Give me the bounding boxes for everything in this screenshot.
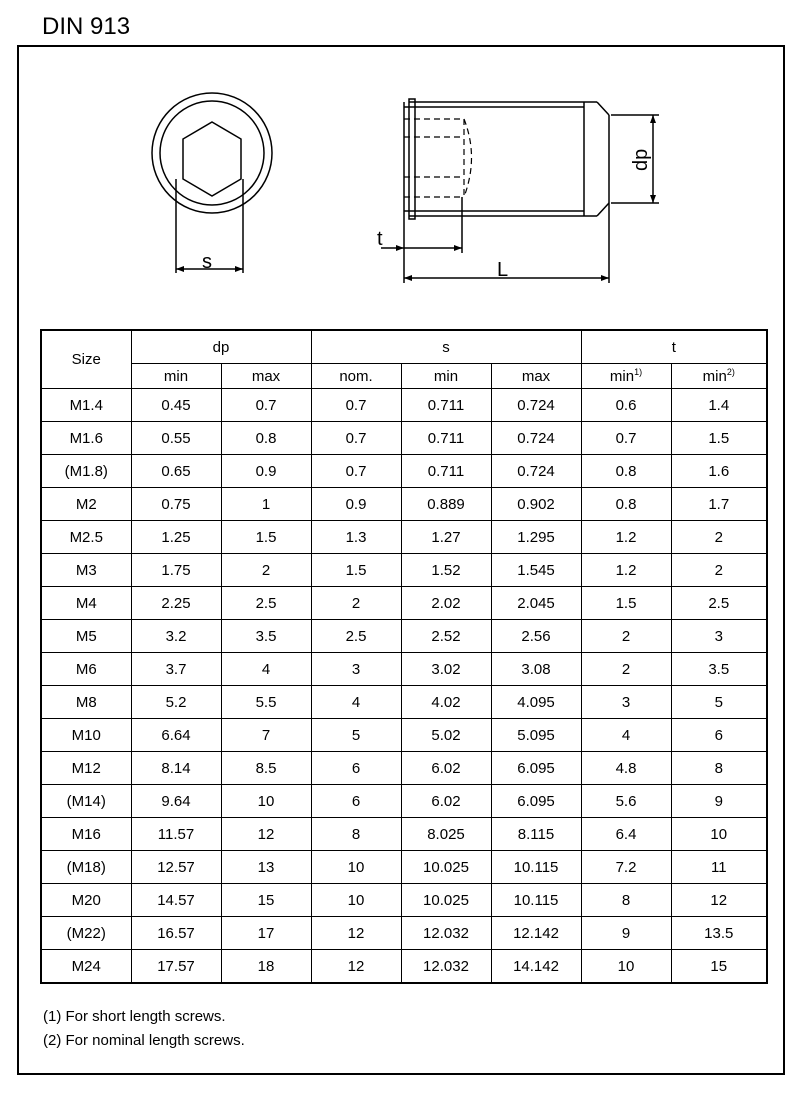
table-body <box>41 389 767 984</box>
value-cell: 0.902 <box>491 488 581 521</box>
value-cell: 0.7 <box>311 455 401 488</box>
footnote-2: (2) For nominal length screws. <box>43 1032 245 1049</box>
value-cell: 0.7 <box>221 389 311 422</box>
hex-socket <box>183 122 241 196</box>
value-cell: 0.8 <box>581 488 671 521</box>
value-cell: 3.7 <box>131 653 221 686</box>
value-cell: 0.8 <box>221 422 311 455</box>
table-row <box>41 620 767 653</box>
value-cell: 4.02 <box>401 686 491 719</box>
size-cell: M8 <box>41 686 131 719</box>
size-cell: M12 <box>41 752 131 785</box>
value-cell: 0.724 <box>491 455 581 488</box>
table-row <box>41 521 767 554</box>
value-cell: 8 <box>581 884 671 917</box>
value-cell: 3.08 <box>491 653 581 686</box>
value-cell: 12 <box>221 818 311 851</box>
value-cell: 2 <box>671 521 767 554</box>
value-cell: 0.65 <box>131 455 221 488</box>
table-row <box>41 554 767 587</box>
page-title: DIN 913 <box>42 13 131 40</box>
value-cell: 4.095 <box>491 686 581 719</box>
value-cell: 6 <box>311 752 401 785</box>
value-cell: 9 <box>581 917 671 950</box>
value-cell: 9 <box>671 785 767 818</box>
value-cell: 16.57 <box>131 917 221 950</box>
value-cell: 1.5 <box>311 554 401 587</box>
value-cell: 0.724 <box>491 422 581 455</box>
value-cell: 1.5 <box>581 587 671 620</box>
header-t-min-2 <box>671 364 767 389</box>
value-cell: 14.57 <box>131 884 221 917</box>
value-cell: 6.64 <box>131 719 221 752</box>
value-cell: 3 <box>311 653 401 686</box>
header-s-nom: nom. <box>311 364 401 389</box>
size-cell: M2 <box>41 488 131 521</box>
value-cell: 0.711 <box>401 455 491 488</box>
size-cell: M1.4 <box>41 389 131 422</box>
value-cell: 6.095 <box>491 785 581 818</box>
value-cell: 1.5 <box>671 422 767 455</box>
size-cell: (M18) <box>41 851 131 884</box>
value-cell: 1.7 <box>671 488 767 521</box>
end-view-outer-circle <box>152 93 272 213</box>
value-cell: 0.75 <box>131 488 221 521</box>
value-cell: 0.7 <box>311 422 401 455</box>
value-cell: 8 <box>311 818 401 851</box>
value-cell: 1.295 <box>491 521 581 554</box>
header-s-min: min <box>401 364 491 389</box>
value-cell: 0.45 <box>131 389 221 422</box>
value-cell: 8.5 <box>221 752 311 785</box>
value-cell: 7.2 <box>581 851 671 884</box>
value-cell: 8.025 <box>401 818 491 851</box>
value-cell: 4 <box>581 719 671 752</box>
size-cell: (M22) <box>41 917 131 950</box>
value-cell: 2 <box>581 620 671 653</box>
value-cell: 12 <box>671 884 767 917</box>
size-cell: M5 <box>41 620 131 653</box>
table-row <box>41 719 767 752</box>
value-cell: 1.27 <box>401 521 491 554</box>
value-cell: 0.711 <box>401 422 491 455</box>
value-cell: 6.02 <box>401 785 491 818</box>
value-cell: 12.032 <box>401 950 491 984</box>
value-cell: 8.14 <box>131 752 221 785</box>
value-cell: 11.57 <box>131 818 221 851</box>
value-cell: 10 <box>221 785 311 818</box>
value-cell: 2.56 <box>491 620 581 653</box>
value-cell: 13.5 <box>671 917 767 950</box>
value-cell: 1.25 <box>131 521 221 554</box>
value-cell: 1.2 <box>581 554 671 587</box>
size-cell: M20 <box>41 884 131 917</box>
header-s: s <box>311 330 581 364</box>
value-cell: 5.2 <box>131 686 221 719</box>
table-row <box>41 950 767 984</box>
value-cell: 2.52 <box>401 620 491 653</box>
header-t-min-1-label: min <box>609 367 635 385</box>
size-cell: (M14) <box>41 785 131 818</box>
header-dp-min: min <box>131 364 221 389</box>
value-cell: 1.545 <box>491 554 581 587</box>
value-cell: 6 <box>311 785 401 818</box>
table-row <box>41 818 767 851</box>
value-cell: 1.5 <box>221 521 311 554</box>
value-cell: 1.75 <box>131 554 221 587</box>
value-cell: 6.02 <box>401 752 491 785</box>
value-cell: 15 <box>221 884 311 917</box>
value-cell: 3 <box>671 620 767 653</box>
value-cell: 6.4 <box>581 818 671 851</box>
value-cell: 12.032 <box>401 917 491 950</box>
header-s-max: max <box>491 364 581 389</box>
value-cell: 2 <box>671 554 767 587</box>
dimensions-table <box>40 329 768 984</box>
size-cell: M3 <box>41 554 131 587</box>
header-t-min-1 <box>581 364 671 389</box>
value-cell: 6.095 <box>491 752 581 785</box>
footnote-1: (1) For short length screws. <box>43 1008 226 1025</box>
value-cell: 4 <box>311 686 401 719</box>
value-cell: 11 <box>671 851 767 884</box>
table-row <box>41 587 767 620</box>
value-cell: 2.5 <box>671 587 767 620</box>
value-cell: 2.045 <box>491 587 581 620</box>
table-row <box>41 752 767 785</box>
size-cell: M10 <box>41 719 131 752</box>
label-t: t <box>377 228 383 250</box>
value-cell: 3 <box>581 686 671 719</box>
value-cell: 1.6 <box>671 455 767 488</box>
value-cell: 2.25 <box>131 587 221 620</box>
header-dp: dp <box>131 330 311 364</box>
value-cell: 1.2 <box>581 521 671 554</box>
table-row <box>41 785 767 818</box>
footnotes <box>43 1005 245 1053</box>
value-cell: 17 <box>221 917 311 950</box>
value-cell: 18 <box>221 950 311 984</box>
value-cell: 7 <box>221 719 311 752</box>
value-cell: 5.6 <box>581 785 671 818</box>
value-cell: 5 <box>311 719 401 752</box>
value-cell: 2.5 <box>221 587 311 620</box>
footnote-ref-2: 2) <box>726 366 735 377</box>
value-cell: 0.9 <box>221 455 311 488</box>
value-cell: 17.57 <box>131 950 221 984</box>
value-cell: 6 <box>671 719 767 752</box>
value-cell: 9.64 <box>131 785 221 818</box>
value-cell: 10 <box>311 884 401 917</box>
value-cell: 2 <box>311 587 401 620</box>
value-cell: 3.02 <box>401 653 491 686</box>
footnote-ref-1: 1) <box>634 366 643 377</box>
value-cell: 10.025 <box>401 851 491 884</box>
size-cell: M2.5 <box>41 521 131 554</box>
value-cell: 8 <box>671 752 767 785</box>
value-cell: 1.4 <box>671 389 767 422</box>
value-cell: 5 <box>671 686 767 719</box>
label-dp: dp <box>630 148 652 171</box>
value-cell: 2.02 <box>401 587 491 620</box>
value-cell: 10.025 <box>401 884 491 917</box>
value-cell: 0.724 <box>491 389 581 422</box>
value-cell: 10 <box>581 950 671 984</box>
value-cell: 10.115 <box>491 884 581 917</box>
value-cell: 3.5 <box>671 653 767 686</box>
value-cell: 13 <box>221 851 311 884</box>
table-row <box>41 455 767 488</box>
value-cell: 3.5 <box>221 620 311 653</box>
value-cell: 0.711 <box>401 389 491 422</box>
value-cell: 0.6 <box>581 389 671 422</box>
value-cell: 0.889 <box>401 488 491 521</box>
table-row <box>41 884 767 917</box>
size-cell: (M1.8) <box>41 455 131 488</box>
size-cell: M1.6 <box>41 422 131 455</box>
value-cell: 4 <box>221 653 311 686</box>
value-cell: 1 <box>221 488 311 521</box>
table-row <box>41 389 767 422</box>
value-cell: 10.115 <box>491 851 581 884</box>
value-cell: 0.8 <box>581 455 671 488</box>
table-row <box>41 851 767 884</box>
table-row <box>41 686 767 719</box>
value-cell: 8.115 <box>491 818 581 851</box>
header-size: Size <box>41 330 131 389</box>
value-cell: 5.5 <box>221 686 311 719</box>
size-cell: M24 <box>41 950 131 984</box>
value-cell: 12 <box>311 950 401 984</box>
value-cell: 12.142 <box>491 917 581 950</box>
size-cell: M6 <box>41 653 131 686</box>
technical-drawing <box>19 47 783 287</box>
label-L: L <box>497 259 509 281</box>
value-cell: 4.8 <box>581 752 671 785</box>
header-t-min-2-label: min <box>702 367 727 385</box>
label-s: s <box>202 251 212 273</box>
value-cell: 2 <box>221 554 311 587</box>
value-cell: 14.142 <box>491 950 581 984</box>
size-cell: M16 <box>41 818 131 851</box>
table-row <box>41 422 767 455</box>
value-cell: 3.2 <box>131 620 221 653</box>
value-cell: 5.02 <box>401 719 491 752</box>
table-row <box>41 653 767 686</box>
value-cell: 12 <box>311 917 401 950</box>
value-cell: 5.095 <box>491 719 581 752</box>
table-row <box>41 488 767 521</box>
value-cell: 15 <box>671 950 767 984</box>
value-cell: 0.9 <box>311 488 401 521</box>
header-t: t <box>581 330 767 364</box>
size-cell: M4 <box>41 587 131 620</box>
value-cell: 10 <box>311 851 401 884</box>
value-cell: 2 <box>581 653 671 686</box>
value-cell: 10 <box>671 818 767 851</box>
value-cell: 0.7 <box>581 422 671 455</box>
value-cell: 1.3 <box>311 521 401 554</box>
value-cell: 0.7 <box>311 389 401 422</box>
value-cell: 12.57 <box>131 851 221 884</box>
header-dp-max: max <box>221 364 311 389</box>
side-view-body <box>409 99 415 219</box>
value-cell: 1.52 <box>401 554 491 587</box>
drawing-frame <box>17 45 785 1075</box>
table-row <box>41 917 767 950</box>
value-cell: 2.5 <box>311 620 401 653</box>
value-cell: 0.55 <box>131 422 221 455</box>
